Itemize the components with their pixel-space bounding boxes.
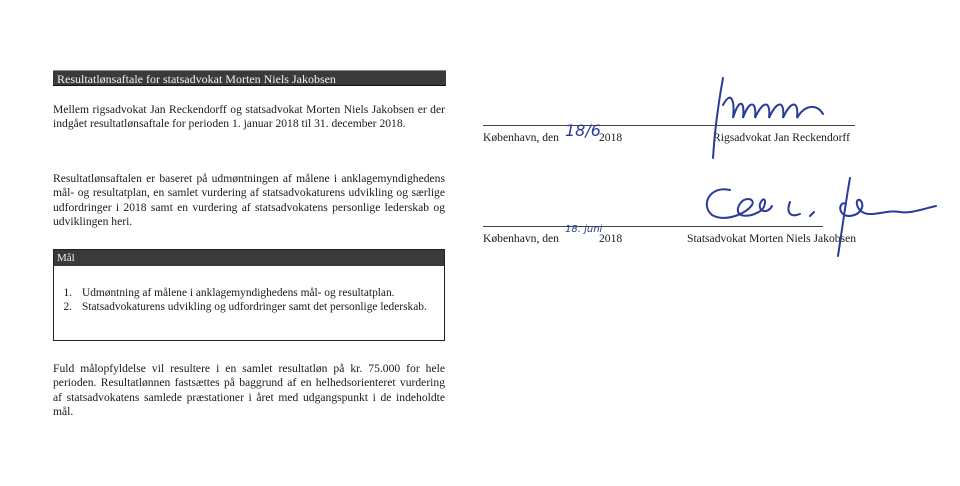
signature-year: 2018: [599, 131, 623, 144]
document-title: Resultatlønsaftale for statsadvokat Morten Niels Jakobsen: [53, 70, 446, 86]
intro-paragraph: Mellem rigsadvokat Jan Reckendorff og statsadvokat Morten Niels Jakobsen er der indgået resultatlønsaftale for perioden 1. januar 2018 til 31. december 2018.: [53, 103, 445, 131]
goal-number: 2.: [63, 301, 72, 313]
payment-paragraph: Fuld målopfyldelse vil resultere i en samlet resultatløn på kr. 75.000 for hele perioden. Resultatlønnen fastsættes på baggrund af en helhedsorienteret vurdering af statsadvokatens samlede præstationer i året med udgangspunkt i de indeholdte mål.: [53, 362, 445, 419]
signature-place: København, den: [483, 131, 559, 144]
goals-header: Mål: [54, 250, 444, 266]
signature-year: 2018: [599, 232, 623, 245]
handwritten-date: 18. juni: [565, 224, 603, 235]
handwritten-date: 18/6: [565, 121, 601, 140]
signature-rigsadvokat-icon: [705, 70, 845, 160]
goal-text: Udmøntning af målene i anklagemyndighedens mål- og resultatplan.: [82, 287, 395, 299]
signature-role: Statsadvokat Morten Niels Jakobsen: [687, 232, 857, 245]
goal-item: [54, 300, 434, 314]
signature-place: København, den: [483, 232, 559, 245]
goal-number: 1.: [63, 287, 72, 299]
basis-paragraph: Resultatlønsaftalen er baseret på udmøntningen af målene i anklagemyndighedens mål- og resultatplan, en samlet vurdering af statsadvokaturens udvikling og særlige udfordringer i 2018 samt en vurdering af statsadvokatens personlige lederskab og udviklingen heri.: [53, 172, 445, 229]
goals-list: [54, 286, 434, 314]
goal-item: [54, 286, 434, 300]
signature-role: Rigsadvokat Jan Reckendorff: [713, 131, 850, 144]
signature-statsadvokat-icon: [690, 170, 940, 260]
goal-text: Statsadvokaturens udvikling og udfordringer samt det personlige lederskab.: [82, 301, 427, 313]
goals-box: [53, 249, 445, 341]
